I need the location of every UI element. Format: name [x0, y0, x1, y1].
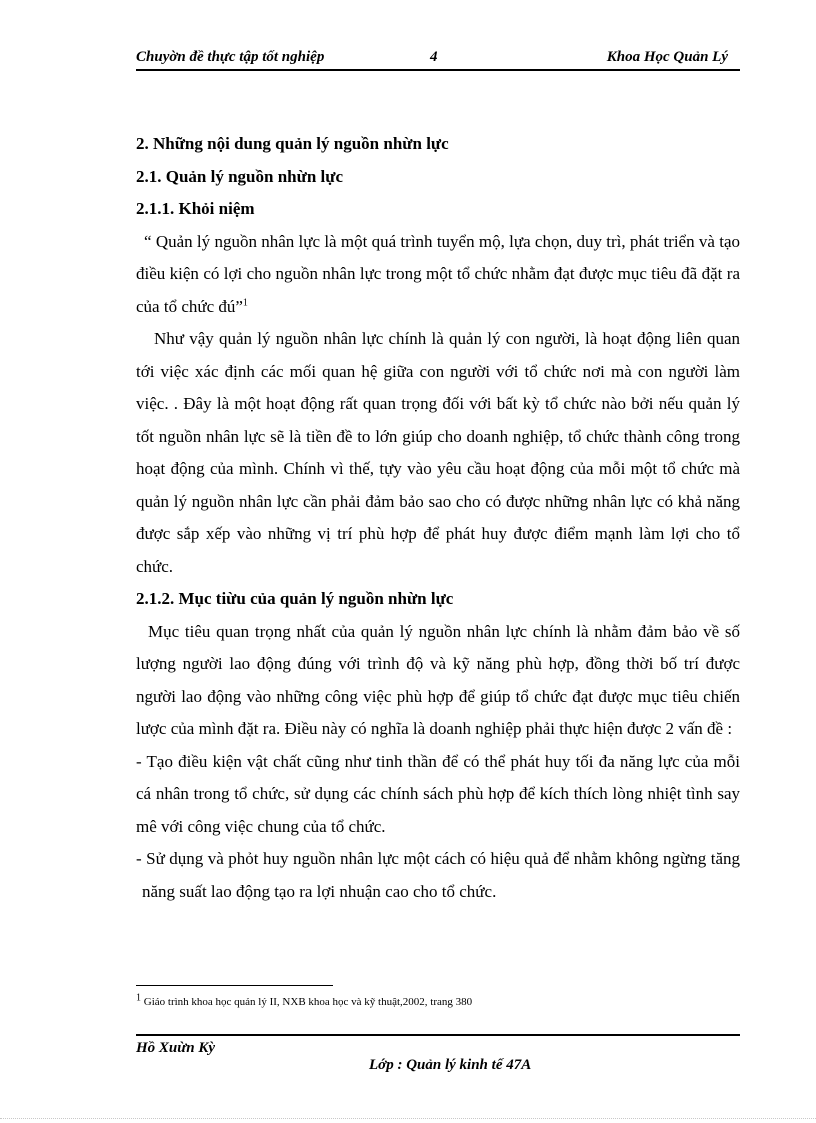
footnote-mark: 1	[136, 992, 141, 1004]
header-report-title: Chuyờn đề thực tập tốt nghiệp	[136, 49, 325, 65]
definition-paragraph	[136, 226, 740, 324]
footer-author-name: Hồ Xuừn Kỳ	[136, 1040, 216, 1056]
header-faculty: Khoa Học Quản Lý	[606, 49, 728, 65]
explanation-paragraph: Như vậy quản lý nguồn nhân lực chính là quản lý con người, là hoạt động liên quan tới việc xác định các mối quan hệ giữa con người với tổ chức nơi mà con người làm việc. . Đây là một hoạt động rất quan trọng đối với bất kỳ tổ chức nào bởi nếu quản lý tốt nguồn nhân lực sẽ là tiền đề to lớn giúp cho doanh nghiệp, tổ chức thành công trong hoạt động của mình. Chính vì thế, tựy vào yêu cầu hoạt động của mỗi một tổ chức mà quản lý nguồn nhân lực cần phải đảm bảo sao cho có được những nhân lực có khả năng được sắp xếp vào những vị trí phù hợp để phát huy được điểm mạnh làm lợi cho tổ chức.	[136, 329, 740, 576]
objectives-paragraph: Mục tiêu quan trọng nhất của quản lý nguồn nhân lực chính là nhằm đảm bảo về số lượng người lao động đúng với trình độ và kỹ năng phù hợp, đồng thời bố trí được người lao động vào những công việc phù hợp để giúp tổ chức đạt được mục tiêu chiến lược của mình đặt ra. Điều này có nghĩa là doanh nghiệp phải thực hiện được 2 vấn đề :	[136, 621, 740, 738]
footnote-text: Giáo trình khoa học quản lý II, NXB khoa học và kỹ thuật,2002, trang 380	[141, 996, 473, 1008]
objective-item-1: - Tạo điều kiện vật chất cũng như tinh thần để có thể phát huy tối đa năng lực của mỗi cá nhân trong tổ chức, sử dụng các chính sách phù hợp để kích thích lòng nhiệt tình say mê với công việc chung của tổ chức.	[136, 751, 740, 836]
header-page-number: 4	[430, 49, 438, 65]
objective-item-2: - Sử dụng và phỏt huy nguồn nhân lực một cách có hiệu quả để nhằm không ngừng tăng năng suất lao động tạo ra lợi nhuận cao cho tổ chức.	[136, 849, 740, 901]
section-heading-2-1: 2.1. Quản lý nguồn nhừn lực	[136, 166, 344, 186]
footer-separator	[136, 1034, 740, 1036]
page-edge-divider	[0, 1118, 816, 1119]
footnote-separator	[136, 985, 333, 986]
definition-quote: “ Quản lý nguồn nhân lực là một quá trình tuyển mộ, lựa chọn, duy trì, phát triển và tạo điều kiện có lợi cho nguồn nhân lực trong một tổ chức nhằm đạt được mục tiêu đã đặt ra của tổ chức đú”	[136, 231, 740, 316]
footnote	[136, 992, 736, 1008]
page-header	[136, 49, 740, 71]
section-heading-2: 2. Những nội dung quản lý nguồn nhừn lực	[136, 134, 449, 153]
footnote-reference: 1	[242, 296, 248, 308]
footer-class-name: Lớp : Quản lý kinh tế 47A	[369, 1057, 532, 1073]
section-heading-2-1-1: 2.1.1. Khỏi niệm	[136, 199, 255, 218]
document-body	[136, 128, 740, 908]
section-heading-2-1-2: 2.1.2. Mục tiừu của quản lý nguồn nhừn lực	[136, 589, 454, 608]
